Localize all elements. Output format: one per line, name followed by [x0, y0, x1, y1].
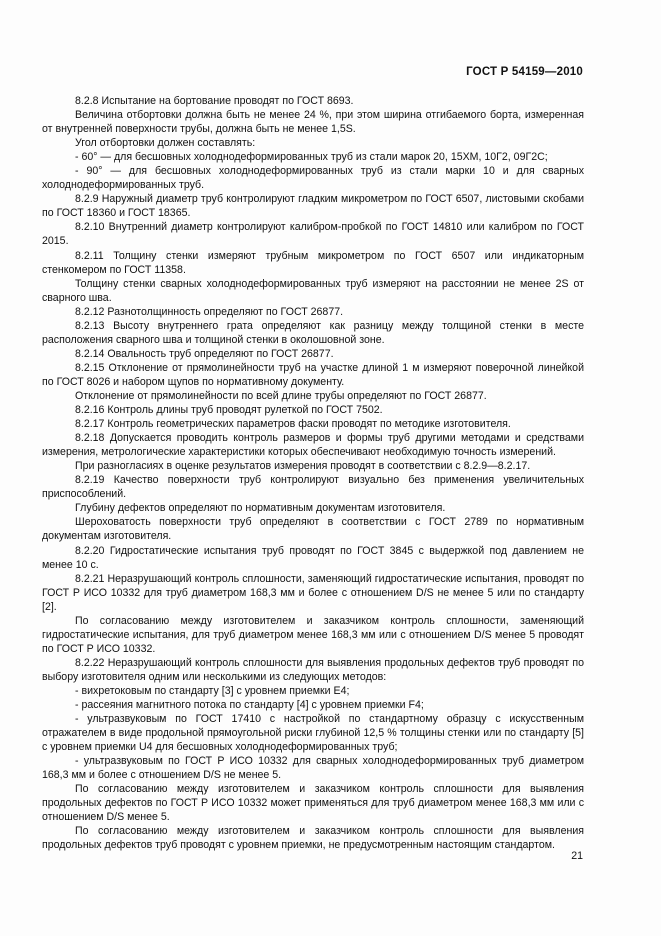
- paragraph: 8.2.14 Овальность труб определяют по ГОСТ 26877.: [75, 347, 334, 360]
- paragraph: 8.2.15 Отклонение от прямолинейности труб на участке длиной 1 м измеряют поверочной линейкой по ГОСТ 8026 и набором щупов по нормативному документу.: [42, 361, 584, 388]
- paragraph: По согласованию между изготовителем и заказчиком контроль сплошности для выявления продольных дефектов по ГОСТ Р ИСО 10332 может применяться для труб диаметром менее 168,3 мм или с отношением D/S менее 5.: [42, 783, 584, 824]
- list-item: - рассеяния магнитного потока по стандарту [4] с уровнем приемки F4;: [75, 699, 424, 712]
- page-number: 21: [571, 850, 583, 862]
- paragraph: 8.2.21 Неразрушающий контроль сплошности, заменяющий гидростатические испытания, проводят по ГОСТ Р ИСО 10332 для труб диаметром 168,3 мм и более с отношением D/S не менее 5 или по стандарту [2].: [42, 572, 584, 613]
- paragraph: Угол отбортовки должен составлять:: [75, 137, 256, 150]
- document-body: [42, 94, 584, 853]
- paragraph: По согласованию между изготовителем и заказчиком контроль сплошности, заменяющий гидростатические испытания, для труб диаметром менее 168,3 мм или с отношением D/S менее 5 проводят по ГОСТ Р ИСО 10332.: [42, 614, 584, 655]
- paragraph: Глубину дефектов определяют по нормативным документам изготовителя.: [75, 502, 446, 515]
- list-item: - ультразвуковым по ГОСТ 17410 с настройкой по стандартному образцу с искусственным отражателем в виде продольной прямоугольной риски глубиной 12,5 % толщины стенки или по стандарту [5] с уровнем приемки U4 для бесшовных холоднодеформированных труб;: [42, 713, 584, 754]
- paragraph: 8.2.19 Качество поверхности труб контролируют визуально без применения увеличительных приспособлений.: [42, 474, 584, 501]
- paragraph: 8.2.10 Внутренний диаметр контролируют калибром-пробкой по ГОСТ 14810 или калибром по ГОСТ 2015.: [42, 221, 584, 248]
- paragraph: По согласованию между изготовителем и заказчиком контроль сплошности для выявления продольных дефектов труб проводят с уровнем приемки, не предусмотренным настоящим стандартом.: [42, 825, 584, 852]
- list-item: - 90° — для бесшовных холоднодеформированных труб из стали марки 10 и для сварных холоднодеформированных труб.: [42, 165, 584, 192]
- paragraph: 8.2.16 Контроль длины труб проводят рулеткой по ГОСТ 7502.: [75, 404, 383, 417]
- paragraph: 8.2.12 Разнотолщинность определяют по ГОСТ 26877.: [75, 305, 344, 318]
- paragraph: 8.2.8 Испытание на бортование проводят по ГОСТ 8693.: [75, 95, 354, 107]
- paragraph: 8.2.18 Допускается проводить контроль размеров и формы труб другими методами и средствами измерения, метрологические характеристики которых обеспечивают необходимую точность измерений.: [42, 432, 584, 459]
- paragraph: 8.2.20 Гидростатические испытания труб проводят по ГОСТ 3845 с выдержкой под давлением не менее 10 с.: [42, 544, 584, 571]
- paragraph: Толщину стенки сварных холоднодеформированных труб измеряют на расстоянии не менее 2S от сварного шва.: [42, 277, 584, 304]
- list-item: - ультразвуковым по ГОСТ Р ИСО 10332 для сварных холоднодеформированных труб диаметром 168,3 мм и более с отношением D/S не менее 5.: [42, 755, 584, 782]
- paragraph: 8.2.13 Высоту внутреннего грата определяют как разницу между толщиной стенки в месте расположения сварного шва и толщиной стенки в околошовной зоне.: [42, 319, 584, 346]
- list-item: - 60° — для бесшовных холоднодеформированных труб из стали марок 20, 15ХМ, 10Г2, 09Г2С;: [75, 151, 548, 164]
- paragraph: 8.2.22 Неразрушающий контроль сплошности для выявления продольных дефектов труб проводят по выбору изготовителя одним или несколькими из следующих методов:: [42, 656, 584, 683]
- standard-header: ГОСТ Р 54159—2010: [466, 66, 583, 78]
- paragraph: Величина отбортовки должна быть не менее 24 %, при этом ширина отгибаемого борта, измеренная от внутренней поверхности трубы, должна быть не менее 1,5S.: [42, 109, 584, 136]
- paragraph: 8.2.11 Толщину стенки измеряют трубным микрометром по ГОСТ 6507 или индикаторным стенкомером по ГОСТ 11358.: [42, 249, 584, 276]
- paragraph: При разногласиях в оценке результатов измерения проводят в соответствии с 8.2.9—8.2.17.: [75, 460, 531, 473]
- paragraph: Шероховатость поверхности труб определяют в соответствии с ГОСТ 2789 по нормативным документам изготовителя.: [42, 516, 584, 543]
- paragraph: Отклонение от прямолинейности по всей длине трубы определяют по ГОСТ 26877.: [75, 389, 487, 402]
- list-item: - вихретоковым по стандарту [3] с уровнем приемки Е4;: [75, 684, 350, 697]
- paragraph: 8.2.9 Наружный диаметр труб контролируют гладким микрометром по ГОСТ 6507, листовыми скобами по ГОСТ 18360 и ГОСТ 18365.: [42, 193, 584, 220]
- paragraph: 8.2.17 Контроль геометрических параметров фаски проводят по методике изготовителя.: [75, 418, 511, 431]
